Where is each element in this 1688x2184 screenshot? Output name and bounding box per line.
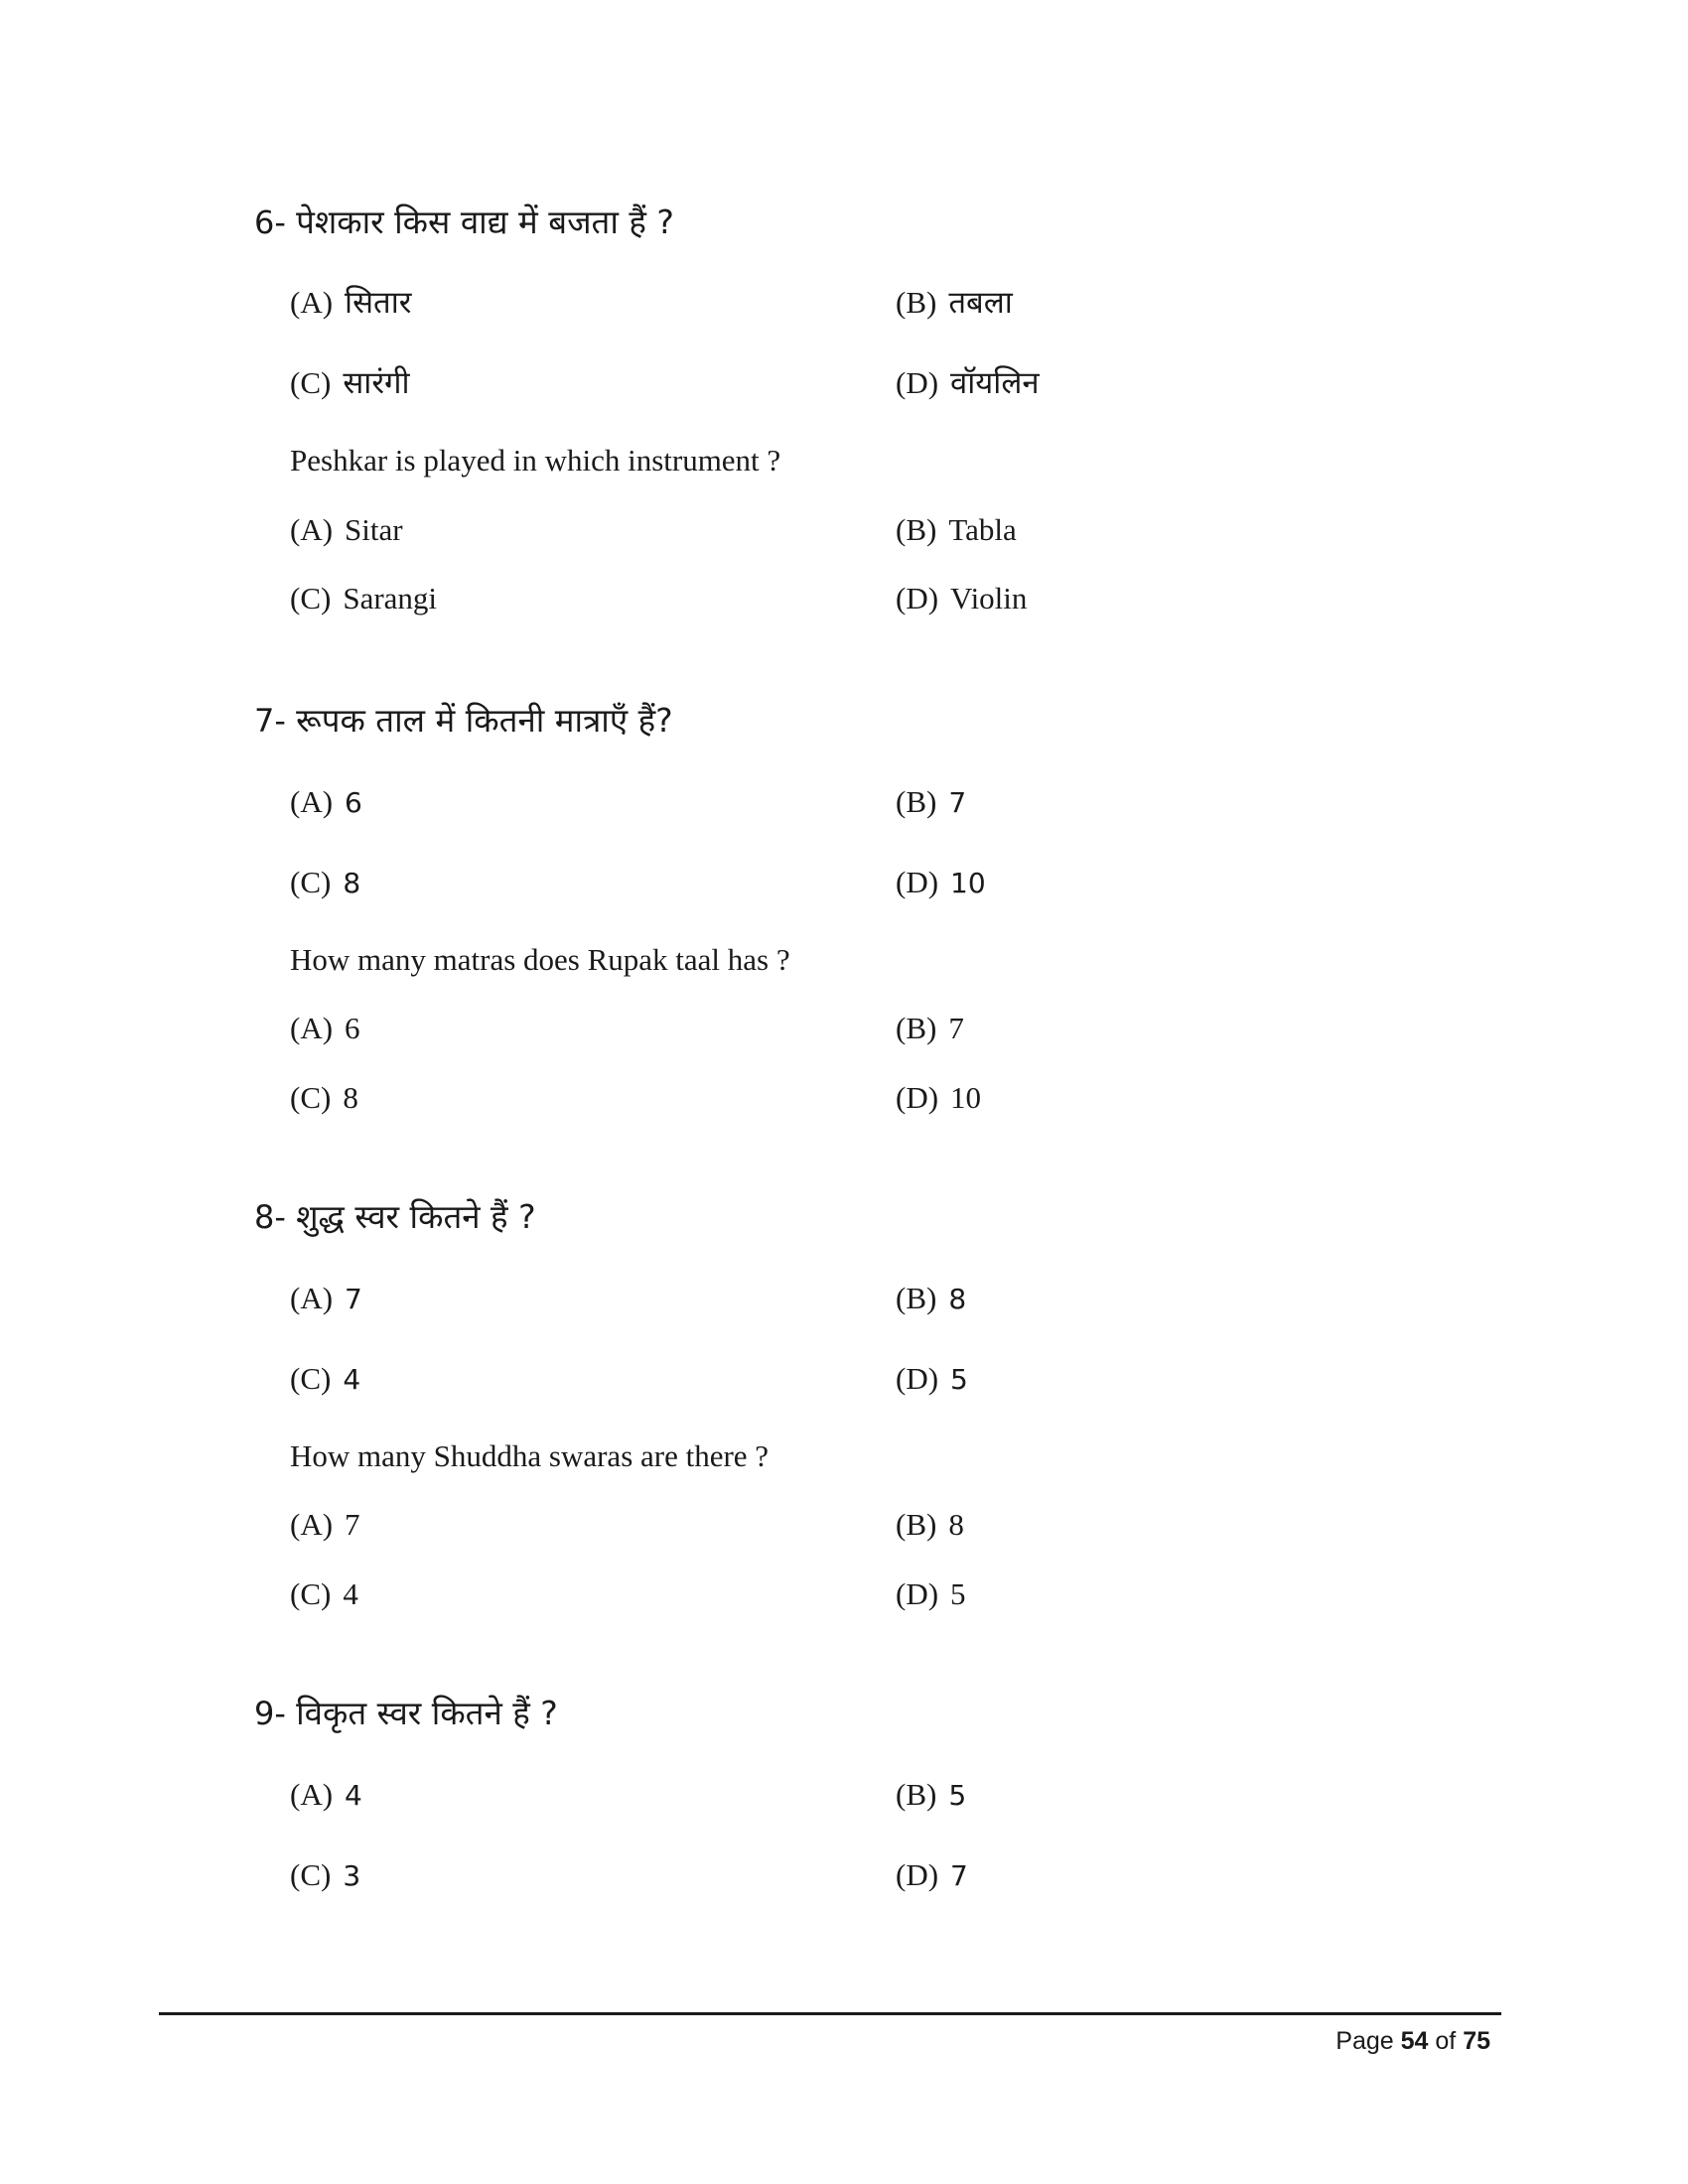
- option-text: तबला: [948, 285, 1013, 321]
- option-key: (A): [290, 512, 334, 547]
- option-text: 5: [950, 1576, 966, 1611]
- option-key: (D): [896, 365, 939, 400]
- question-7-hindi-option-a: [290, 780, 362, 830]
- option-key: (B): [896, 1011, 937, 1045]
- option-key: (D): [896, 1361, 939, 1396]
- option-text: 4: [343, 1363, 361, 1396]
- footer-divider: [159, 2012, 1501, 2015]
- option-text: Sarangi: [343, 581, 438, 615]
- question-7-hindi-options-row-2: [0, 861, 1688, 904]
- question-6-hindi-option-b: [896, 281, 1013, 331]
- option-text: 7: [950, 1859, 968, 1892]
- option-key: (C): [290, 1361, 332, 1396]
- option-key: (C): [290, 581, 332, 615]
- question-8-hindi-option-c: [290, 1357, 360, 1407]
- option-key: (D): [896, 581, 939, 615]
- question-6-hindi-option-a: [290, 281, 411, 331]
- option-text: 3: [343, 1859, 361, 1892]
- option-text: 7: [345, 1507, 360, 1542]
- question-9-hindi-option-a: [290, 1773, 362, 1823]
- option-text: 8: [343, 867, 361, 899]
- question-7-hindi-options-row-1: [0, 780, 1688, 824]
- option-text: Violin: [950, 581, 1028, 615]
- question-7-english-text: How many matras does Rupak taal has ?: [290, 942, 790, 977]
- option-text: सितार: [345, 285, 412, 321]
- option-text: 6: [345, 1011, 360, 1045]
- question-8-english-option-b: [896, 1503, 964, 1553]
- question-6-english-option-d: [896, 577, 1027, 626]
- question-6-hindi-options-row-1: [0, 281, 1688, 325]
- question-8-hindi-options-row-1: [0, 1277, 1688, 1320]
- question-8-number: 8-: [254, 1198, 286, 1236]
- question-8-hindi-option-a: [290, 1277, 362, 1326]
- question-7-number: 7-: [254, 702, 286, 740]
- question-6-hindi-text: पेशकार किस वाद्य में बजता हैं ?: [296, 203, 674, 241]
- option-key: (D): [896, 1080, 939, 1115]
- option-key: (C): [290, 1080, 332, 1115]
- option-key: (D): [896, 1857, 939, 1892]
- option-key: (A): [290, 1777, 334, 1812]
- option-key: (B): [896, 285, 937, 320]
- question-6-hindi-prompt: [254, 203, 674, 242]
- question-6-english-options-row-2: [0, 577, 1688, 620]
- question-9-hindi-text: विकृत स्वर कितने हैं ?: [296, 1694, 558, 1732]
- option-key: (C): [290, 865, 332, 899]
- question-7-hindi-text: रूपक ताल में कितनी मात्राएँ हैं?: [296, 701, 673, 740]
- question-7-english-option-c: [290, 1076, 358, 1126]
- option-text: 4: [345, 1779, 362, 1812]
- question-8-hindi-text: शुद्ध स्वर कितने हैं ?: [296, 1197, 536, 1236]
- option-text: 7: [948, 786, 967, 819]
- question-8-english-option-a: [290, 1503, 360, 1553]
- page-number: [1336, 2025, 1490, 2057]
- question-8-hindi-prompt: [254, 1197, 536, 1237]
- option-key: (B): [896, 1281, 937, 1315]
- option-text: 8: [343, 1080, 358, 1115]
- option-text: 4: [343, 1576, 358, 1611]
- option-text: सारंगी: [343, 365, 410, 401]
- question-9-number: 9-: [254, 1695, 286, 1732]
- option-key: (B): [896, 1507, 937, 1542]
- question-9-hindi-option-b: [896, 1773, 966, 1823]
- option-text: 6: [345, 786, 362, 819]
- question-6-english-option-c: [290, 577, 437, 626]
- question-7-hindi-prompt: [254, 701, 673, 741]
- page-word: Page: [1336, 2027, 1394, 2055]
- question-7-english-options-row-1: [0, 1007, 1688, 1050]
- question-9-hindi-option-d: [896, 1853, 968, 1903]
- question-9-hindi-options-row-1: [0, 1773, 1688, 1817]
- option-key: (C): [290, 1576, 332, 1611]
- option-text: Sitar: [345, 512, 403, 547]
- option-key: (D): [896, 1576, 939, 1611]
- option-text: 8: [948, 1283, 967, 1315]
- question-6-english-options-row-1: [0, 508, 1688, 552]
- option-key: (A): [290, 1507, 334, 1542]
- question-8-hindi-option-b: [896, 1277, 966, 1326]
- question-8-english-text: How many Shuddha swaras are there ?: [290, 1438, 770, 1473]
- option-key: (B): [896, 784, 937, 819]
- option-text: Tabla: [948, 512, 1017, 547]
- question-8-hindi-option-d: [896, 1357, 968, 1407]
- option-text: 8: [948, 1507, 964, 1542]
- question-6-english-option-b: [896, 508, 1017, 558]
- option-key: (A): [290, 1011, 334, 1045]
- option-key: (A): [290, 285, 334, 320]
- option-text: 5: [948, 1779, 967, 1812]
- question-6-hindi-option-c: [290, 361, 409, 411]
- question-7-hindi-option-d: [896, 861, 986, 910]
- question-9-hindi-options-row-2: [0, 1853, 1688, 1897]
- question-7-english-option-d: [896, 1076, 981, 1126]
- question-6-hindi-options-row-2: [0, 361, 1688, 405]
- option-text: 7: [948, 1011, 964, 1045]
- question-7-english-option-a: [290, 1007, 360, 1056]
- question-6-hindi-option-d: [896, 361, 1040, 411]
- question-8-english-options-row-2: [0, 1572, 1688, 1616]
- question-8-english-option-d: [896, 1572, 966, 1622]
- question-8-hindi-options-row-2: [0, 1357, 1688, 1401]
- option-text: 10: [950, 1080, 982, 1115]
- option-key: (D): [896, 865, 939, 899]
- option-text: 7: [345, 1283, 362, 1315]
- question-7-english-options-row-2: [0, 1076, 1688, 1120]
- page-current: 54: [1400, 2027, 1429, 2055]
- question-7-english-option-b: [896, 1007, 964, 1056]
- option-key: (A): [290, 784, 334, 819]
- question-7-hindi-option-b: [896, 780, 966, 830]
- option-key: (C): [290, 365, 332, 400]
- question-8-english-option-c: [290, 1572, 358, 1622]
- question-6-english-text: Peshkar is played in which instrument ?: [290, 443, 781, 478]
- option-text: 10: [950, 867, 986, 899]
- of-word: of: [1435, 2027, 1457, 2055]
- option-key: (A): [290, 1281, 334, 1315]
- option-text: वॉयलिन: [950, 365, 1040, 401]
- question-8-english-options-row-1: [0, 1503, 1688, 1547]
- question-9-hindi-option-c: [290, 1853, 360, 1903]
- question-9-hindi-prompt: [254, 1694, 558, 1733]
- option-key: (B): [896, 512, 937, 547]
- question-6-english-option-a: [290, 508, 403, 558]
- option-key: (B): [896, 1777, 937, 1812]
- option-key: (C): [290, 1857, 332, 1892]
- option-text: 5: [950, 1363, 968, 1396]
- question-7-hindi-option-c: [290, 861, 360, 910]
- page-total: 75: [1463, 2027, 1490, 2055]
- question-6-number: 6-: [254, 204, 286, 241]
